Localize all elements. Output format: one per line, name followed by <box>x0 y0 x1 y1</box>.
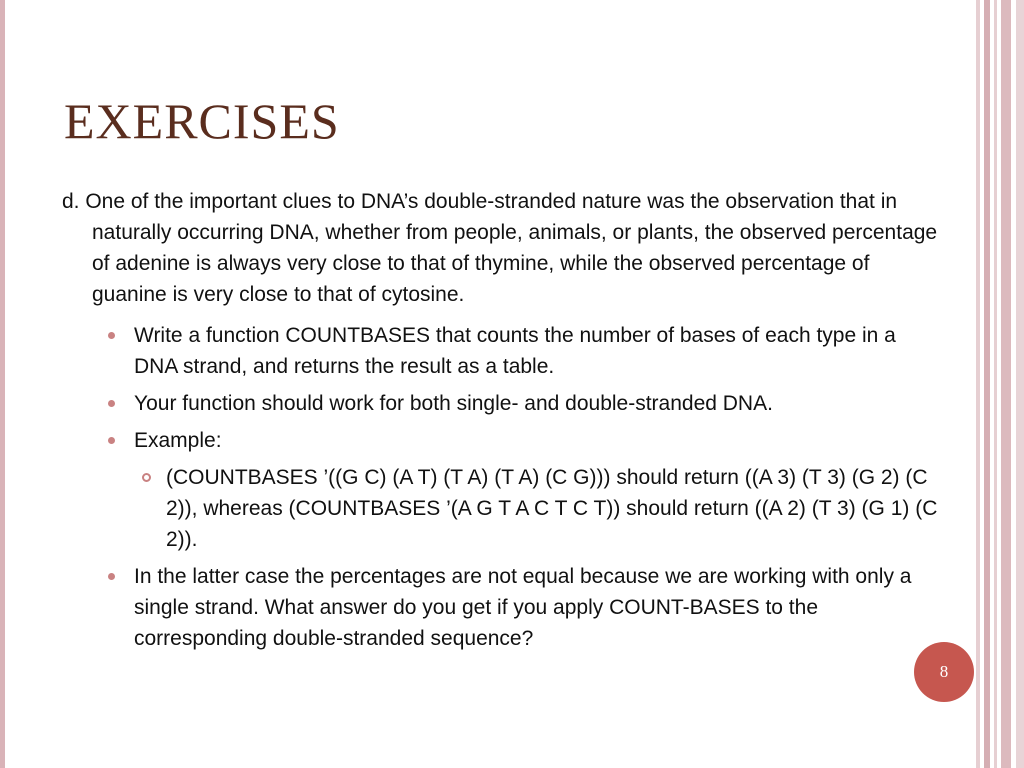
left-border <box>0 0 5 768</box>
bullet-item <box>62 425 942 456</box>
bullet-item <box>62 388 942 419</box>
intro-paragraph: d. One of the important clues to DNA’s double-stranded nature was the observation that in naturally occurring DNA, whether from people, animals, or plants, the observed percentage of adenine is always very close to that of thymine, while the observed percentage of guanine is very close to that of cytosine. <box>62 190 938 306</box>
page-number-badge: 8 <box>914 642 974 702</box>
bullet-text: Your function should work for both single- and double-stranded DNA. <box>134 392 773 415</box>
bullet-dot-icon <box>108 332 115 339</box>
bullet-text: Example: <box>134 429 222 452</box>
bullet-item <box>62 561 942 654</box>
bullet-text: that counts the number of bases of each type in a DNA strand, and returns the result as a table. <box>134 324 896 378</box>
bullet-dot-icon <box>108 437 115 444</box>
bullet-dot-icon <box>108 400 115 407</box>
sub-bullet-item <box>62 462 942 555</box>
bullet-dot-icon <box>108 573 115 580</box>
bullet-ring-icon <box>142 473 151 482</box>
sub-bullet-text: (COUNTBASES ’((G C) (A T) (T A) (T A) (C G))) should return ((A 3) (T 3) (G 2) (C 2)), whereas (COUNTBASES ’(A G T A C T C T)) should return ((A 2) (T 3) (G 1) (C 2)). <box>166 466 938 551</box>
right-border-decoration <box>976 0 1024 768</box>
function-name: COUNTBASES <box>285 324 431 347</box>
bullet-item <box>62 320 942 382</box>
bullet-text: Write a function <box>134 324 286 347</box>
bullet-text: In the latter case the percentages are not equal because we are working with only a single strand. What answer do you get if you apply COUNT-BASES to the corresponding double-stranded sequence? <box>134 565 912 650</box>
slide-body <box>62 186 942 660</box>
slide-title: EXERCISES <box>64 93 340 149</box>
